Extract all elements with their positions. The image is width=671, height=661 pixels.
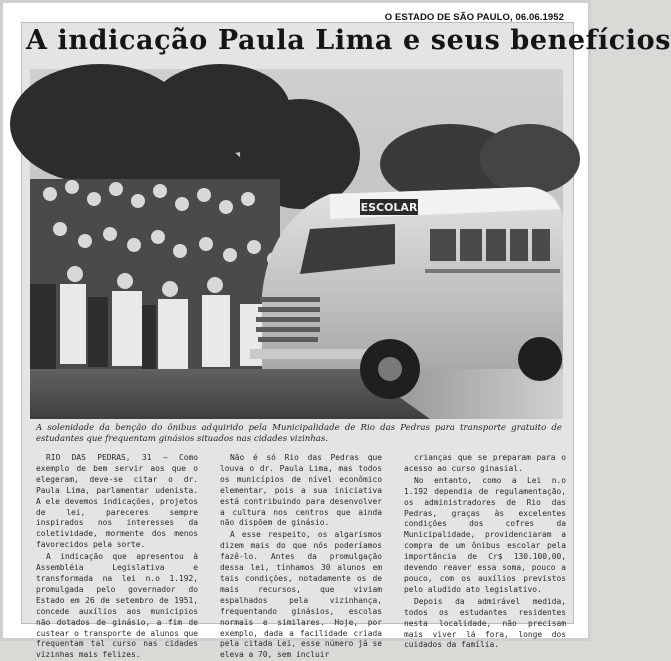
newspaper-clipping bbox=[22, 23, 671, 660]
article-paragraph: Depois da admirável medida, todos os estudantes residentes nesta localidade, não precisam mais viver lá fora, longe dos cuidados da família. bbox=[404, 596, 566, 650]
article-paragraph: A indicação que apresentou à Assembléia Legislativa e transformada na lei n.o 1.192, promulgada pelo governador do Estado em 26 de setembro de 1951, concede auxílios aos municípios não dotados de ginásio, a fim de custear o transporte de alunos que frequentam tal curso nas cidades vizinhas mais felizes. bbox=[36, 552, 198, 660]
school-bus bbox=[250, 187, 563, 399]
bus-destination-sign: ESCOLAR bbox=[360, 201, 418, 214]
photo-bus-crowd bbox=[30, 69, 563, 419]
article-column-3 bbox=[404, 453, 566, 650]
article-paragraph: crianças que se preparam para o acesso ao curso ginasial. bbox=[404, 453, 566, 473]
article-column-1 bbox=[36, 453, 198, 660]
article-paragraph: A esse respeito, os algarismos dizem mais do que nós poderíamos fazê-lo. Antes da promulgação dessa lei, tínhamos 30 alunos em tais condições, notadamente os de mais recursos, que viviam espalhados pela vizinhança, frequentando ginásios, escolas normais e similares. Hoje, por exemplo, dada a facilidade criada pela citada Lei, esse número já se eleva a 70, sem incluir bbox=[220, 530, 382, 660]
crowd bbox=[30, 179, 281, 369]
news-photo bbox=[30, 69, 563, 419]
article-column-2 bbox=[220, 453, 382, 660]
article-paragraph: RIO DAS PEDRAS, 31 — Como exemplo de bem servir aos que o elegeram, deve-se citar o dr. Paula Lima, parlamentar udenista. A ele devemos indicações, projetos de lei, pareceres sempre inspirados nos interesses da coletividade, mormente dos menos favorecidos pela sorte. bbox=[36, 453, 198, 550]
article-body bbox=[36, 453, 566, 660]
article-paragraph: Não é só Rio das Pedras que louva o dr. Paula Lima, mas todos os municípios de nível econômico elementar, pois a sua iniciativa está contribuindo para desenvolver a cultura nos centros que ainda não dispõem de ginásio. bbox=[220, 453, 382, 528]
article-paragraph: No entanto, como a Lei n.o 1.192 dependia de regulamentação, os administradores de Rio das Pedras, graças às excelentes condições dos cofres da Municipalidade, providenciaram a compra de um ônibus escolar pela importância de Cr$ 130.100,00, devendo reaver essa soma, pouco a pouco, com os auxílios previstos pelo aludido ato legislativo. bbox=[404, 475, 566, 594]
photo-caption: A solenidade da benção do ônibus adquirido pela Municipalidade de Rio das Pedras para transporte gratuito de estudantes que frequentam ginásios situados nas cidades vizinhas. bbox=[36, 423, 562, 444]
source-label: O ESTADO DE SÃO PAULO, 06.06.1952 bbox=[384, 12, 564, 23]
headline: A indicação Paula Lima e seus benefícios bbox=[26, 25, 671, 56]
